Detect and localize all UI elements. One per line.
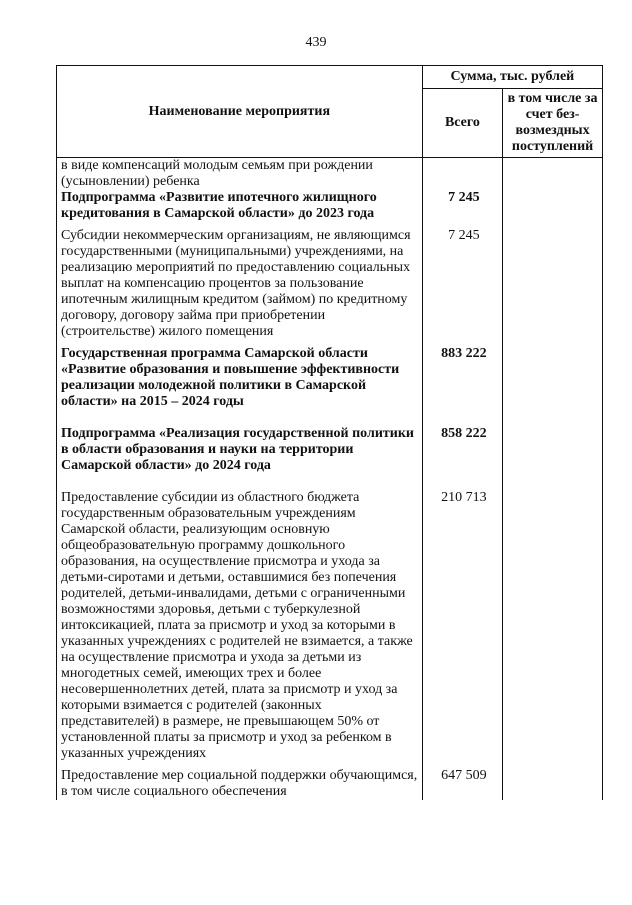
row-total: 858 222 <box>422 426 502 490</box>
table-row <box>57 190 603 228</box>
header-incl: в том числе за счет без-возмездных поступлений <box>503 89 603 158</box>
row-total: 883 222 <box>422 346 502 426</box>
row-incl <box>503 490 603 768</box>
row-name: Субсидии некоммерческим организациям, не являющимся государственными (муниципальными) учреждениями, на реализацию мероприятий по предоставлению социальных выплат на компенсацию процентов за пользование ипотечным жилищным кредитом (займом) по кредитному договору, договору займа при приобретении (строительстве) жилого помещения <box>57 228 423 346</box>
expenditure-table <box>56 65 603 800</box>
row-total: 7 245 <box>422 190 502 228</box>
page-number: 439 <box>305 35 327 50</box>
table-row <box>57 158 603 191</box>
header-sum-group: Сумма, тыс. рублей <box>422 66 602 89</box>
table-row <box>57 346 603 426</box>
row-total <box>422 158 502 191</box>
header-name: Наименование мероприятия <box>57 66 423 158</box>
table-row <box>57 228 603 346</box>
header-total: Всего <box>422 89 502 158</box>
row-name: Предоставление мер социальной поддержки обучающимся, в том числе социального обеспечения <box>57 768 423 800</box>
row-incl <box>503 158 603 191</box>
row-name: Предоставление субсидии из областного бюджета государственным образовательным учреждениям Самарской области, реализующим основную общеобразовательную программу дошкольного образования, на осуществление присмотра и ухода за детьми-сиротами и детьми, оставшимися без попечения родителей, детьми-инвалидами, детьми с ограниченными возможностями здоровья, детьми с туберкулезной интоксикацией, плата за присмотр и уход за которыми в указанных учреждениях с родителей не взимается, а также на осуществление присмотра и ухода за детьми из многодетных семей, имеющих трех и более несовершеннолетних детей, плата за присмотр и уход за которыми взимается с родителей (законных представителей) в размере, не превышающем 50% от установленной платы за присмотр и уход за ребенком в указанных учреждениях <box>57 490 423 768</box>
row-incl <box>503 768 603 800</box>
table-row <box>57 490 603 768</box>
table-row <box>57 426 603 490</box>
row-incl <box>503 346 603 426</box>
row-incl <box>503 426 603 490</box>
row-name: в виде компенсаций молодым семьям при рождении (усыновлении) ребенка <box>57 158 423 191</box>
table-row <box>57 768 603 800</box>
row-total: 7 245 <box>422 228 502 346</box>
row-incl <box>503 190 603 228</box>
row-name: Подпрограмма «Реализация государственной политики в области образования и науки на территории Самарской области» до 2024 года <box>57 426 423 490</box>
row-total: 647 509 <box>422 768 502 800</box>
row-incl <box>503 228 603 346</box>
row-name: Государственная программа Самарской области «Развитие образования и повышение эффективности реализации молодежной политики в Самарской области» на 2015 – 2024 годы <box>57 346 423 426</box>
row-total: 210 713 <box>422 490 502 768</box>
row-name: Подпрограмма «Развитие ипотечного жилищного кредитования в Самарской области» до 2023 года <box>57 190 423 228</box>
